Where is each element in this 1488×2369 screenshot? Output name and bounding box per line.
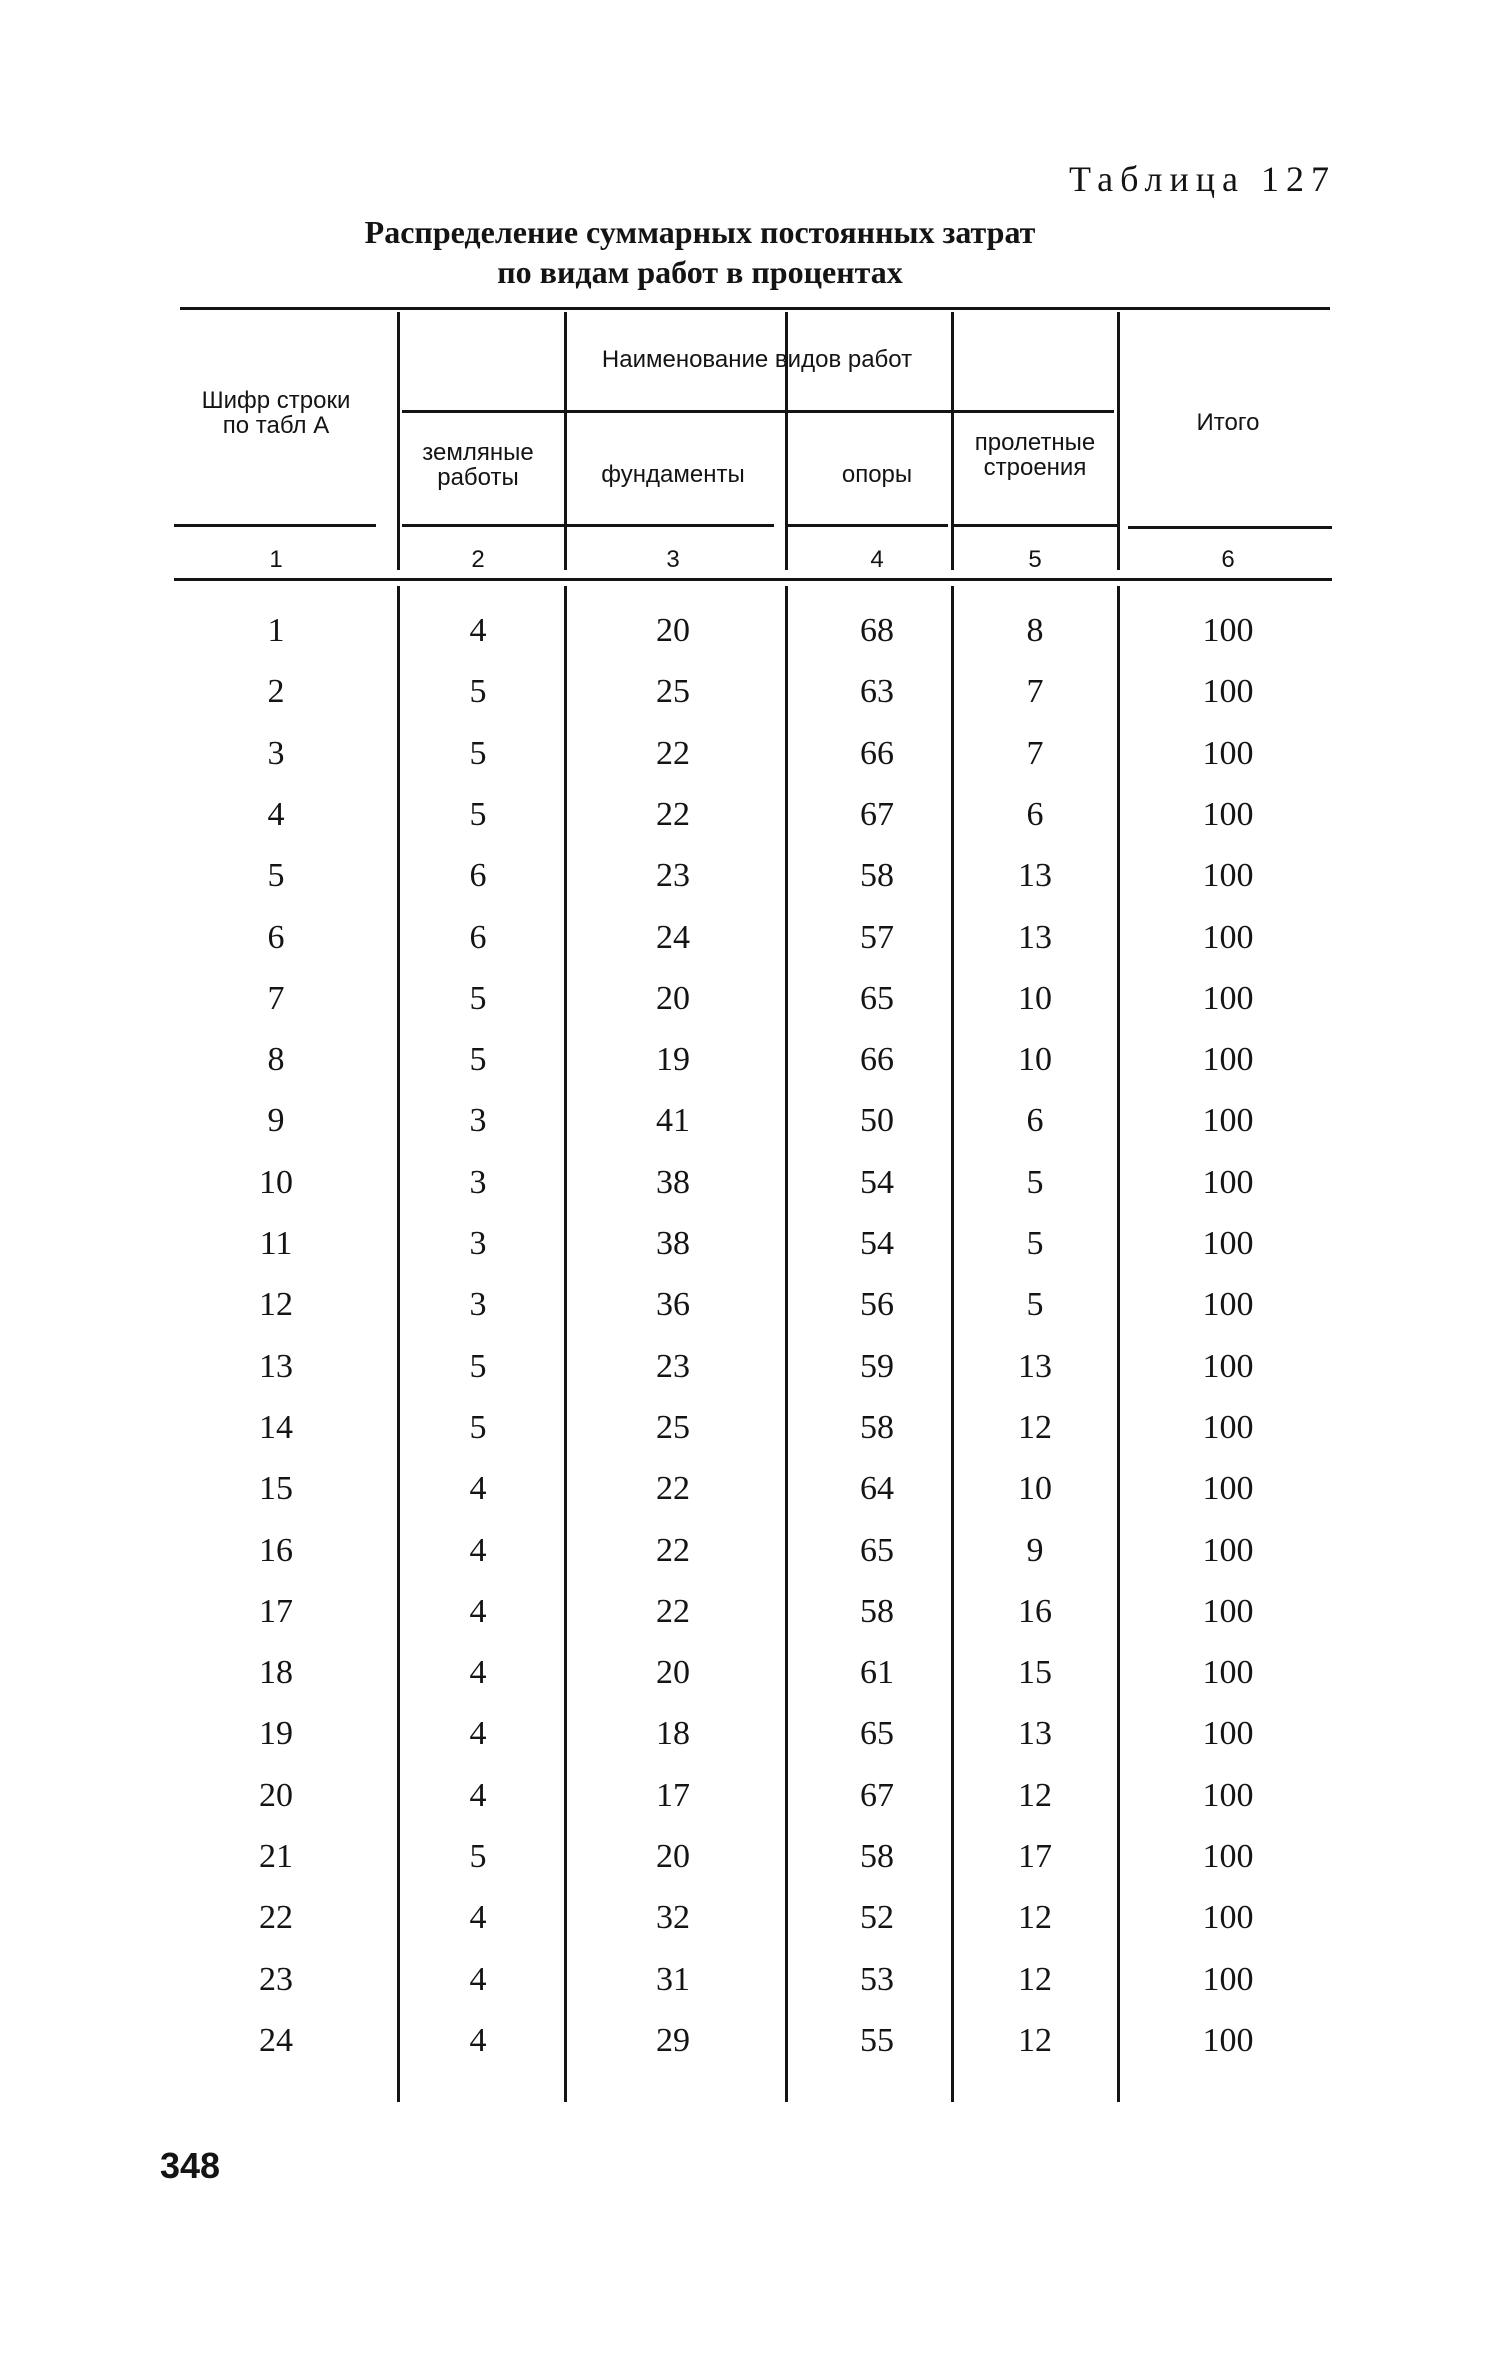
table-cell: 58 [860,1592,894,1630]
rule-line [566,524,774,527]
table-cell: 100 [1202,1838,1254,1875]
table-cell: 50 [860,1102,894,1140]
table-cell: 58 [860,857,894,895]
row-code-cell: 14 [259,1408,293,1446]
table-cell: 41 [656,1102,690,1140]
table-cell: 10 [1018,1041,1052,1079]
rule-line [953,524,1117,527]
table-cell: 5 [1026,1286,1044,1324]
table-cell: 17 [1018,1838,1052,1875]
table-cell: 65 [860,1531,894,1569]
table-cell: 100 [1202,918,1254,956]
table-cell: 12 [1018,1899,1052,1937]
table-cell: 6 [469,857,487,895]
column-number: 4 [870,546,884,573]
subcolumn-header [422,440,533,490]
table-cell: 100 [1202,1163,1254,1201]
table-cell: 20 [656,1838,690,1875]
table-cell: 100 [1202,1408,1254,1446]
table-cell: 5 [469,1838,487,1875]
column-divider [564,586,567,2102]
column-divider [397,312,400,570]
rule-line [174,578,1332,581]
table-cell: 20 [656,979,690,1017]
table-cell: 100 [1202,612,1254,649]
table-cell: 16 [1018,1592,1052,1630]
table-cell: 18 [656,1715,690,1753]
table-cell: 64 [860,1470,894,1508]
table-cell: 3 [469,1225,487,1262]
table-cell: 4 [469,1470,487,1508]
table-cell: 38 [656,1163,690,1201]
table-cell: 100 [1202,857,1254,895]
table-cell: 4 [469,1531,487,1569]
table-cell: 29 [656,2021,690,2059]
title-line-2: по видам работ в процентах [497,254,903,290]
table-cell: 23 [656,1347,690,1385]
subcolumn-header-line: земляные [422,439,534,466]
table-cell: 13 [1018,1715,1052,1753]
table-cell: 25 [656,1408,690,1446]
table-cell: 5 [469,979,487,1017]
column-divider [951,312,954,570]
table-cell: 56 [860,1286,894,1324]
table-cell: 23 [656,857,690,895]
table-cell: 4 [469,1654,487,1692]
table-cell: 67 [860,795,894,833]
subcolumn-header [601,462,744,487]
row-code-cell: 10 [259,1163,293,1201]
row-code-cell: 4 [267,795,285,833]
table-cell: 52 [860,1899,894,1937]
table-cell: 100 [1202,2021,1254,2059]
table-cell: 100 [1202,734,1254,772]
row-code-cell: 3 [267,734,285,772]
table-cell: 5 [469,1347,487,1385]
table-cell: 59 [860,1347,894,1385]
row-code-cell: 23 [259,1960,293,1998]
total-header: Итого [1196,409,1260,436]
title-line-1: Распределение суммарных постоянных затрат [364,214,1036,250]
row-code-cell: 17 [259,1592,293,1630]
column-divider [397,586,400,2102]
table-cell: 5 [469,795,487,833]
table-cell: 4 [469,1899,487,1937]
page-number: 348 [160,2145,221,2186]
table-cell: 13 [1018,918,1052,956]
table-cell: 100 [1202,1654,1254,1692]
column-number: 2 [471,546,485,573]
column-divider [564,312,567,570]
row-code-cell: 20 [259,1776,293,1814]
table-cell: 7 [1026,734,1044,772]
table-cell: 100 [1202,1592,1254,1630]
table-cell: 54 [860,1225,894,1262]
table-cell: 19 [656,1041,690,1079]
rule-line [788,524,948,527]
row-code-cell: 12 [259,1286,293,1324]
table-cell: 32 [656,1899,690,1937]
table-cell: 5 [469,1041,487,1079]
table-cell: 3 [469,1102,487,1140]
table-cell: 53 [860,1960,894,1998]
table-cell: 12 [1018,1776,1052,1814]
table-cell: 68 [860,612,894,649]
subcolumn-header-line: строения [983,454,1087,481]
table-cell: 15 [1018,1654,1052,1692]
table-cell: 22 [656,1592,690,1630]
column-number: 5 [1028,546,1042,573]
table-cell: 22 [656,1470,690,1508]
table-cell: 100 [1202,1776,1254,1814]
table-cell: 6 [1026,795,1044,833]
table-cell: 4 [469,1960,487,1998]
row-code-cell: 2 [267,673,285,711]
table-cell: 100 [1202,1102,1254,1140]
row-code-cell: 18 [259,1654,293,1692]
table-cell: 100 [1202,1531,1254,1569]
table-cell: 6 [1026,1102,1044,1140]
table-cell: 22 [656,1531,690,1569]
rule-line [174,524,376,527]
table-cell: 63 [860,673,894,711]
row-code-cell: 1 [267,612,285,649]
table-cell: 66 [860,1041,894,1079]
table-cell: 100 [1202,1347,1254,1385]
row-code-header-line: Шифр строки [201,387,351,414]
column-divider [951,586,954,2102]
subcolumn-header [842,462,912,487]
table-cell: 36 [656,1286,690,1324]
table-cell: 100 [1202,1715,1254,1753]
table-cell: 54 [860,1163,894,1201]
table-cell: 3 [469,1286,487,1324]
subcolumn-header-line: опоры [841,461,913,488]
row-code-cell: 9 [267,1102,285,1140]
table-cell: 67 [860,1776,894,1814]
column-divider [1117,586,1120,2102]
column-divider [1117,312,1120,570]
column-divider [785,586,788,2102]
table-cell: 61 [860,1654,894,1692]
table-cell: 5 [469,673,487,711]
row-code-cell: 24 [259,2021,293,2059]
table-cell: 17 [656,1776,690,1814]
table-cell: 13 [1018,1347,1052,1385]
table-cell: 58 [860,1408,894,1446]
table-cell: 58 [860,1838,894,1875]
rule-line [1128,526,1332,529]
table-cell: 24 [656,918,690,956]
table-title [260,212,1140,292]
subcolumn-header [975,430,1096,480]
column-number: 3 [666,546,680,573]
table-cell: 5 [469,1408,487,1446]
table-cell: 12 [1018,1408,1052,1446]
table-cell: 57 [860,918,894,956]
row-code-cell: 6 [267,918,285,956]
table-cell: 5 [1026,1225,1044,1262]
table-cell: 13 [1018,857,1052,895]
row-code-cell: 15 [259,1470,293,1508]
row-code-cell: 22 [259,1899,293,1937]
table-cell: 4 [469,612,487,649]
table-cell: 100 [1202,673,1254,711]
table-cell: 100 [1202,1960,1254,1998]
table-cell: 4 [469,1592,487,1630]
row-code-cell: 13 [259,1347,293,1385]
row-code-cell: 8 [267,1041,285,1079]
table-cell: 22 [656,734,690,772]
table-cell: 25 [656,673,690,711]
table-cell: 12 [1018,2021,1052,2059]
row-code-cell: 5 [267,857,285,895]
row-code-header [166,388,386,438]
row-code-cell: 11 [259,1225,293,1262]
table-cell: 65 [860,979,894,1017]
table-cell: 6 [469,918,487,956]
table-cell: 9 [1026,1531,1044,1569]
table-cell: 31 [656,1960,690,1998]
subcolumn-header-line: фундаменты [601,461,745,488]
table-cell: 4 [469,1776,487,1814]
table-cell: 7 [1026,673,1044,711]
table-cell: 3 [469,1163,487,1201]
table-cell: 8 [1026,612,1044,649]
table-cell: 100 [1202,795,1254,833]
rule-line [180,307,1330,310]
table-cell: 100 [1202,1899,1254,1937]
table-cell: 38 [656,1225,690,1262]
row-code-header-line: по табл А [222,412,330,439]
row-code-cell: 7 [267,979,285,1017]
table-cell: 22 [656,795,690,833]
table-cell: 100 [1202,1225,1254,1262]
group-header: Наименование видов работ [601,346,913,373]
table-cell: 100 [1202,979,1254,1017]
table-cell: 100 [1202,1470,1254,1508]
table-cell: 65 [860,1715,894,1753]
table-cell: 10 [1018,1470,1052,1508]
column-number: 6 [1221,546,1235,573]
row-code-cell: 16 [259,1531,293,1569]
table-cell: 5 [469,734,487,772]
table-cell: 4 [469,1715,487,1753]
subcolumn-header-line: пролетные [974,429,1096,456]
row-code-cell: 21 [259,1838,293,1875]
table-label: Таблица 127 [1069,159,1336,199]
table-cell: 5 [1026,1163,1044,1201]
table-cell: 12 [1018,1960,1052,1998]
subcolumn-header-line: работы [437,464,519,491]
column-number: 1 [269,546,283,573]
row-code-cell: 19 [259,1715,293,1753]
table-cell: 100 [1202,1286,1254,1324]
table-cell: 100 [1202,1041,1254,1079]
table-cell: 20 [656,612,690,649]
table-cell: 20 [656,1654,690,1692]
table-cell: 4 [469,2021,487,2059]
table-cell: 66 [860,734,894,772]
rule-line [402,410,1114,413]
rule-line [402,524,564,527]
table-cell: 55 [860,2021,894,2059]
table-cell: 10 [1018,979,1052,1017]
